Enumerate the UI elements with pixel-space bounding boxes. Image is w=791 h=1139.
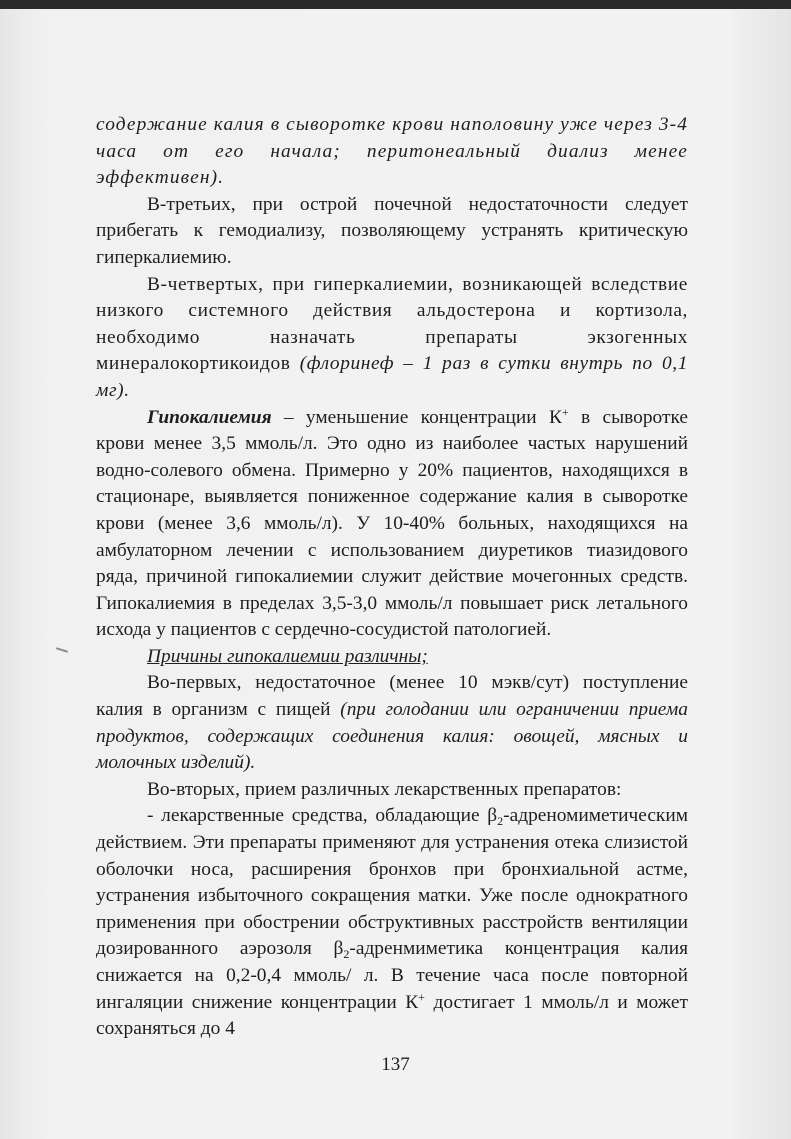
- paragraph-cause-drugs: [96, 777, 688, 804]
- section-heading: Причины гипокалиемии различны;: [147, 645, 428, 667]
- scan-top-edge: [0, 0, 791, 9]
- paragraph-mineralocorticoids: [96, 272, 688, 405]
- paragraph-text: достигает 1 ммоль/л и может сохраняться до 4: [96, 991, 688, 1040]
- paragraph-causes-heading: [96, 644, 688, 671]
- paragraph-cause-diet: [96, 670, 688, 776]
- paragraph-hypokalemia-definition: [96, 405, 688, 644]
- dosage-note: (флоринеф – 1 раз в сутки внутрь по 0,1 мг).: [96, 353, 688, 401]
- paragraph-hemodialysis: [96, 192, 688, 272]
- paragraph-continued: [96, 112, 688, 192]
- page-body: [96, 112, 688, 1043]
- paragraph-text: В-четвертых, при гиперкалиемии, возникающей вследствие низкого системного действия альдостерона и кортизола, необходимо назначать препараты экзогенных минералокортикоидов: [96, 273, 688, 375]
- term-hypokalemia: Гипокалиемия: [147, 406, 272, 428]
- paragraph-text: – уменьшение концентрации К: [271, 406, 562, 428]
- paragraph-text: -адреномиметическим действием. Эти препараты применяют для устранения отека слизистой оболочки носа, расширения бронхов при бронхиальной астме, устранения избыточного сокращения матки. Уже после однократного применения при обострении обструктивных расстройств вентиляции дозированного аэрозоля β: [96, 805, 688, 960]
- subscript-2: 2: [497, 814, 504, 829]
- paragraph-text: Во-вторых, прием различных лекарственных препаратов:: [147, 778, 622, 800]
- paragraph-beta2-agonists: [96, 803, 688, 1042]
- superscript-plus: +: [561, 404, 569, 419]
- paragraph-text: -адренмиметика концентрация калия снижается на 0,2-0,4 ммоль/ л. В течение часа после повторной ингаляции снижение концентрации К: [96, 938, 689, 1013]
- subscript-2: 2: [343, 947, 350, 962]
- page-number: 137: [381, 1054, 410, 1075]
- paragraph-text: в сыворотке крови менее 3,5 ммоль/л. Это одно из наиболее частых нарушений водно-солевого обмена. Примерно у 20% пациентов, находящихся в стационаре, выявляется пониженное содержание калия в сыворотке крови (менее 3,6 ммоль/л). У 10-40% больных, находящихся на амбулаторном лечении с использованием диуретиков тиазидового ряда, причиной гипокалиемии служит действие мочегонных средств. Гипокалиемия в пределах 3,5-3,0 ммоль/л повышает риск летального исхода у пациентов с сердечно-сосудистой патологией.: [96, 406, 689, 641]
- page-mark: [56, 647, 68, 653]
- paragraph-text: Во-первых, недостаточное (менее 10 мэкв/сут) поступление калия в организм с пищей: [96, 672, 688, 721]
- superscript-plus: +: [418, 989, 425, 1004]
- paragraph-text: содержание калия в сыворотке крови наполовину уже через 3-4 часа от его начала; перитонеальный диализ менее эффективен).: [96, 114, 688, 189]
- paragraph-text: - лекарственные средства, обладающие β: [147, 805, 498, 827]
- paragraph-text: В-третьих, при острой почечной недостаточности следует прибегать к гемодиализу, позволяющему устранять критическую гиперкалиемию.: [96, 193, 688, 268]
- italic-note: (при голодании или ограничении приема продуктов, содержащих соединения калия: овощей, мясных и молочных изделий).: [96, 699, 689, 774]
